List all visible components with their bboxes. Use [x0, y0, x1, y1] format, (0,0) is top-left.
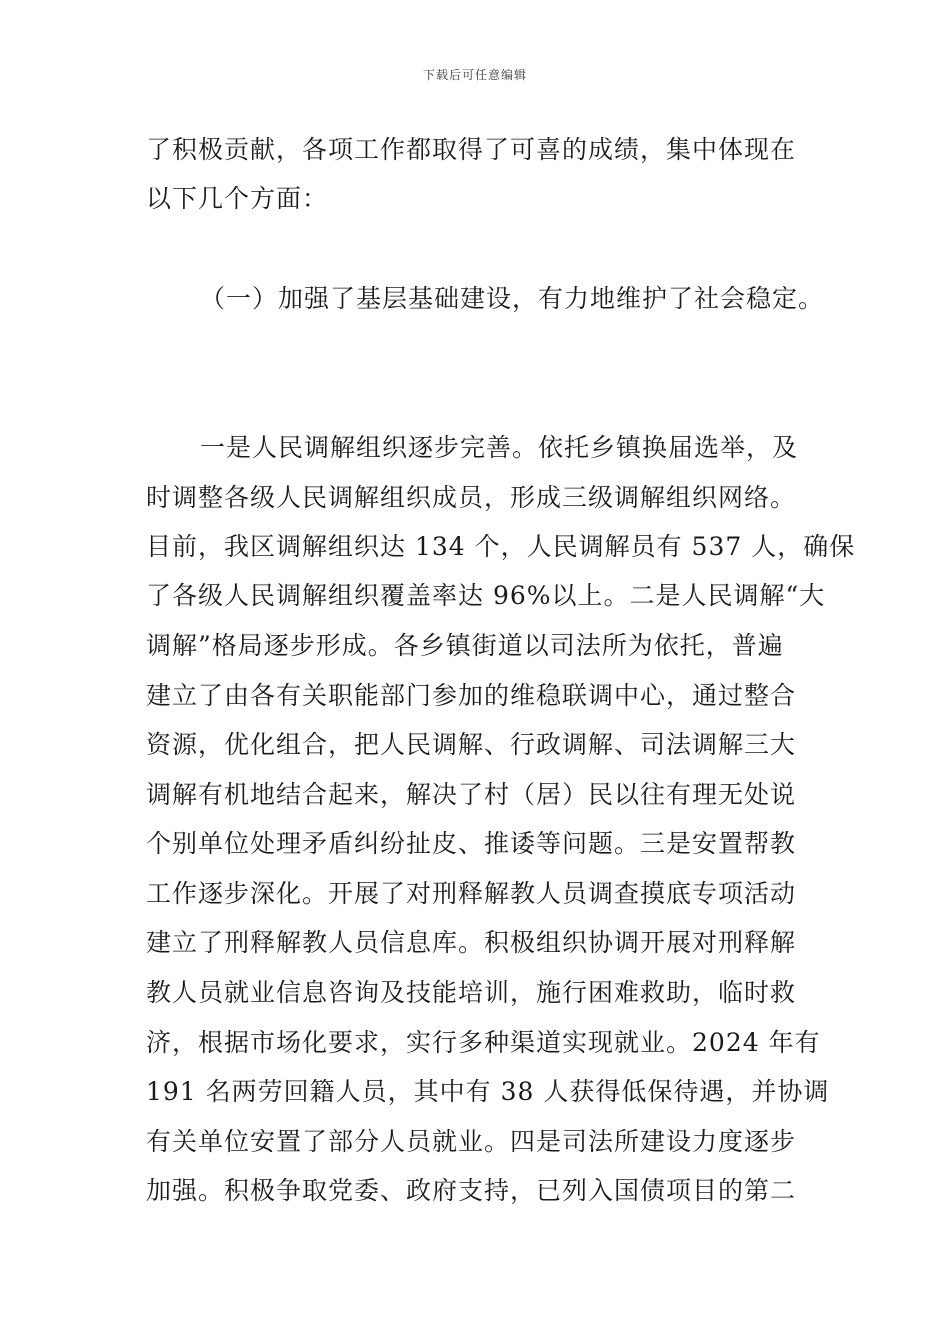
body-line: 加强。积极争取党委、政府支持，已列入国债项目的第二 — [146, 1176, 797, 1205]
body-line: 建立了刑释解教人员信息库。积极组织协调开展对刑释解 — [146, 928, 797, 957]
body-line: 以下几个方面： — [146, 184, 329, 213]
body-line: 时调整各级人民调解组织成员，形成三级调解组织网络。 — [146, 483, 797, 512]
body-line: 个别单位处理矛盾纠纷扯皮、推诿等问题。三是安置帮教 — [146, 829, 797, 858]
body-line: 建立了由各有关职能部门参加的维稳联调中心，通过整合 — [146, 681, 797, 710]
body-line: 调解”格局逐步形成。各乡镇街道以司法所为依托，普遍 — [146, 631, 784, 660]
body-line: 有关单位安置了部分人员就业。四是司法所建设力度逐步 — [146, 1127, 797, 1156]
body-line: 工作逐步深化。开展了对刑释解教人员调查摸底专项活动 — [146, 879, 797, 908]
body-line: 了各级人民调解组织覆盖率达 96%以上。二是人民调解“大 — [146, 581, 826, 610]
body-line: 了积极贡献，各项工作都取得了可喜的成绩，集中体现在 — [146, 135, 797, 164]
body-line: 调解有机地结合起来，解决了村（居）民以往有理无处说 — [146, 780, 797, 809]
body-line: 教人员就业信息咨询及技能培训，施行困难救助，临时救 — [146, 978, 797, 1007]
body-line: 目前，我区调解组织达 134 个，人民调解员有 537 人，确保 — [146, 532, 856, 561]
body-line: 一是人民调解组织逐步完善。依托乡镇换届选举，及 — [200, 433, 799, 462]
body-line: 191 名两劳回籍人员，其中有 38 人获得低保待遇，并协调 — [146, 1077, 830, 1106]
section-heading: （一）加强了基层基础建设，有力地维护了社会稳定。 — [200, 284, 825, 313]
body-line: 资源，优化组合，把人民调解、行政调解、司法调解三大 — [146, 730, 797, 759]
header-note: 下载后可任意编辑 — [422, 68, 527, 82]
body-line: 济，根据市场化要求，实行多种渠道实现就业。2024 年有 — [146, 1028, 821, 1057]
